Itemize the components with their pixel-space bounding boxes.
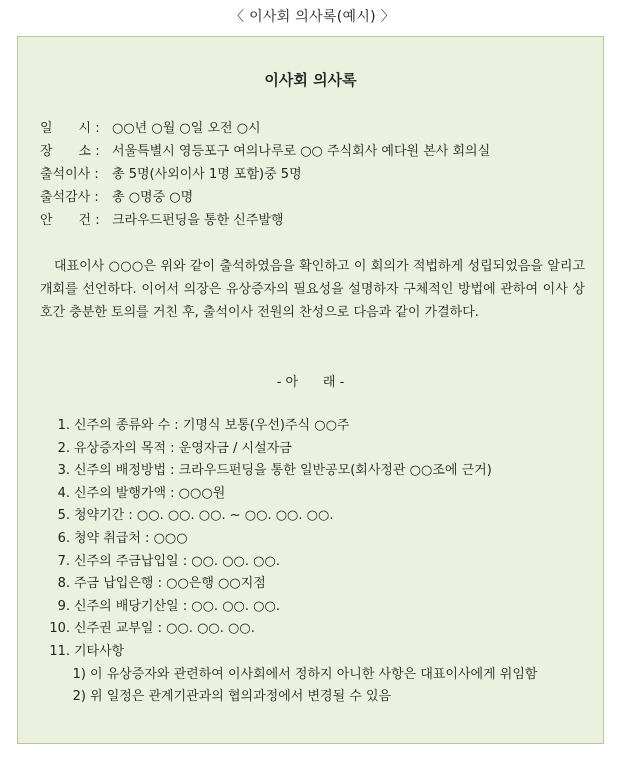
list-subitem	[48, 664, 593, 687]
meta-row-directors	[40, 163, 590, 186]
meta-row-place	[40, 140, 590, 163]
item-text: 주금 납입은행 : ○○은행 ○○지점	[74, 576, 266, 592]
minutes-document-box	[17, 36, 604, 744]
item-number: 6.	[57, 530, 70, 546]
document-title: 이사회 의사록	[264, 71, 357, 89]
list-item	[48, 415, 593, 438]
meta-label: 안 건 :	[40, 213, 100, 228]
section-heading: - 아 래 -	[276, 375, 345, 390]
item-number: 1.	[57, 418, 70, 433]
meta-row-agenda	[40, 209, 590, 232]
item-number: 3.	[57, 463, 70, 479]
meta-value: 총 5명(사외이사 1명 포함)중 5명	[112, 167, 302, 182]
item-number: 5.	[57, 508, 70, 524]
item-text: 신주의 배정방법 : 크라우드펀딩을 통한 일반공모(회사정관 ○○조에 근거)	[74, 463, 492, 479]
list-item	[48, 483, 593, 506]
meta-value: 서울특별시 영등포구 여의나루로 ○○ 주식회사 예다원 본사 회의실	[112, 144, 491, 159]
meeting-meta	[40, 117, 590, 232]
item-text: 신주의 주금납입일 : ○○. ○○. ○○.	[74, 553, 280, 569]
meta-label: 일 시 :	[40, 121, 100, 136]
subitem-text: 이 유상증자와 관련하여 이사회에서 정하지 아니한 사항은 대표이사에게 위임함	[90, 666, 538, 682]
item-text: 유상증자의 목적 : 운영자금 / 시설자금	[74, 440, 292, 456]
meta-value: 총 ○명중 ○명	[112, 190, 194, 205]
item-text: 신주의 발행가액 : ○○○원	[74, 485, 226, 501]
meta-row-auditors	[40, 186, 590, 209]
item-number: 8.	[57, 576, 70, 592]
list-item	[48, 438, 593, 461]
item-number: 7.	[57, 553, 70, 569]
subitem-number: 2)	[72, 689, 86, 705]
item-number: 9.	[57, 598, 70, 614]
item-text: 신주의 배당기산일 : ○○. ○○. ○○.	[74, 598, 280, 614]
resolution-paragraph: 대표이사 ○○○은 위와 같이 출석하였음을 확인하고 이 회의가 적법하게 성립되었음을 알리고 개회를 선언하다. 이어서 의장은 유상증자의 필요성을 설명하자 구체적인 방법에 관하여 이사 상호간 충분한 토의를 거친 후, 출석이사 전원의 찬성으로 다음과 같이 가결하다.	[40, 259, 585, 320]
item-text: 청약기간 : ○○. ○○. ○○. ~ ○○. ○○. ○○.	[74, 508, 334, 524]
list-item	[48, 641, 593, 664]
item-text: 신주권 교부일 : ○○. ○○. ○○.	[74, 621, 255, 637]
list-item	[48, 573, 593, 596]
meta-value: 크라우드펀딩을 통한 신주발행	[112, 213, 284, 228]
meta-label: 장 소 :	[40, 144, 100, 159]
list-item	[48, 528, 593, 551]
item-number: 2.	[57, 440, 70, 456]
meta-value: ○○년 ○월 ○일 오전 ○시	[112, 121, 261, 136]
subitem-text: 위 일정은 관계기관과의 협의과정에서 변경될 수 있음	[90, 689, 392, 705]
list-item	[48, 596, 593, 619]
list-item	[48, 618, 593, 641]
item-number: 11.	[49, 643, 70, 659]
subitem-number: 1)	[72, 666, 86, 682]
list-item	[48, 460, 593, 483]
item-text: 신주의 종류와 수 : 기명식 보통(우선)주식 ○○주	[74, 418, 350, 433]
meta-label: 출석감사 :	[40, 190, 99, 205]
item-text: 기타사항	[74, 643, 125, 659]
item-number: 4.	[57, 485, 70, 501]
item-text: 청약 취급처 : ○○○	[74, 530, 188, 546]
meta-row-date	[40, 117, 590, 140]
document-caption: 〈 이사회 의사록(예시) 〉	[230, 9, 395, 25]
meta-label: 출석이사 :	[40, 167, 99, 182]
item-number: 10.	[49, 621, 70, 637]
list-item	[48, 551, 593, 574]
list-subitem	[48, 686, 593, 709]
list-item	[48, 505, 593, 528]
resolution-items	[48, 415, 593, 709]
